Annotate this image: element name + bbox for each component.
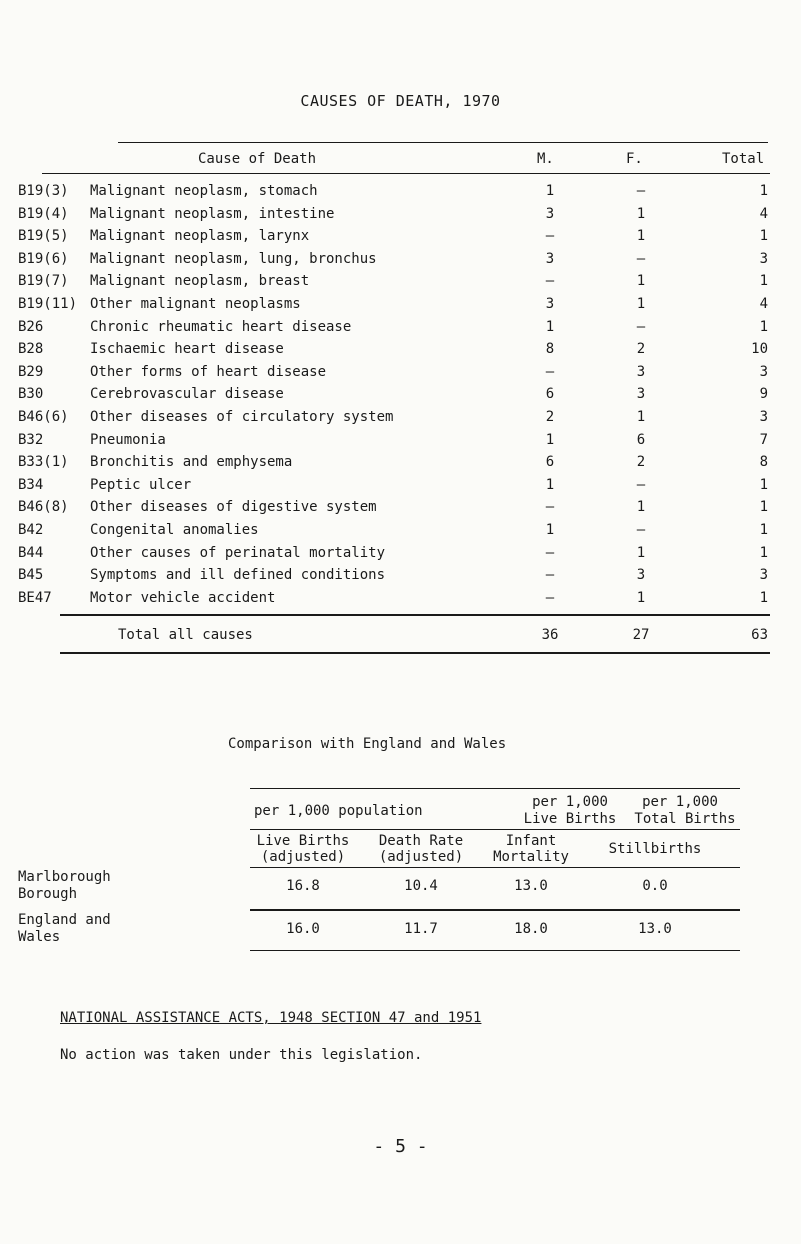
cell-f: 3: [636, 567, 646, 583]
marlborough-infant: 13.0: [514, 878, 548, 894]
cell-m: –: [545, 273, 555, 289]
cell-total: 3: [759, 567, 768, 583]
total-bottom-rule: [60, 652, 770, 654]
table-row: [0, 590, 801, 608]
cell-total: 3: [759, 364, 768, 380]
cause-name: Other diseases of digestive system: [90, 499, 377, 515]
group-header-live-births-1: per 1,000: [532, 794, 608, 810]
row-name-marlborough-2: Borough: [18, 886, 78, 902]
cell-f: 1: [636, 206, 646, 222]
col-header-live-births-1: Live Births: [256, 833, 350, 849]
england-infant: 18.0: [514, 921, 548, 937]
cause-code: B19(7): [18, 273, 69, 289]
page-title: CAUSES OF DEATH, 1970: [300, 92, 501, 110]
cause-name: Congenital anomalies: [90, 522, 259, 538]
header-f: F.: [626, 151, 643, 167]
cell-f: 1: [636, 228, 646, 244]
national-assistance-text: No action was taken under this legislation.: [60, 1047, 423, 1063]
cell-total: 1: [759, 477, 768, 493]
table-row: [0, 364, 801, 382]
cell-m: 1: [545, 319, 555, 335]
table-row: [0, 251, 801, 269]
table-row: [0, 206, 801, 224]
group-header-rule: [250, 829, 740, 830]
cell-f: 3: [636, 386, 646, 402]
cell-f: 1: [636, 409, 646, 425]
national-assistance-heading: NATIONAL ASSISTANCE ACTS, 1948 SECTION 47 and 1951: [60, 1010, 482, 1026]
cell-total: 1: [759, 522, 768, 538]
table-top-rule: [118, 142, 768, 143]
table-row: [0, 296, 801, 314]
table-row: [0, 522, 801, 540]
cell-m: 3: [545, 251, 555, 267]
table-row: [0, 228, 801, 246]
row-name-marlborough-1: Marlborough: [18, 869, 111, 885]
cell-m: 6: [545, 386, 555, 402]
cell-f: –: [636, 477, 646, 493]
cell-f: 1: [636, 590, 646, 606]
marlborough-live-births: 16.8: [286, 878, 320, 894]
cell-total: 1: [759, 273, 768, 289]
cause-name: Malignant neoplasm, larynx: [90, 228, 310, 244]
cause-name: Malignant neoplasm, stomach: [90, 183, 318, 199]
cell-m: –: [545, 545, 555, 561]
cell-f: –: [636, 319, 646, 335]
cause-name: Cerebrovascular disease: [90, 386, 284, 402]
cell-f: 3: [636, 364, 646, 380]
cause-code: BE47: [18, 590, 52, 606]
england-death-rate: 11.7: [404, 921, 438, 937]
cell-total: 4: [759, 206, 768, 222]
cause-code: B28: [18, 341, 44, 357]
col-header-death-rate-1: Death Rate: [378, 833, 464, 849]
table-row: [0, 432, 801, 450]
cause-name: Motor vehicle accident: [90, 590, 276, 606]
cell-total: 3: [759, 251, 768, 267]
cell-m: 1: [545, 477, 555, 493]
cell-m: –: [545, 567, 555, 583]
total-total: 63: [751, 627, 768, 643]
cause-name: Ischaemic heart disease: [90, 341, 284, 357]
table-row: [0, 409, 801, 427]
cause-name: Malignant neoplasm, intestine: [90, 206, 335, 222]
cell-total: 1: [759, 590, 768, 606]
col-header-rule: [250, 867, 740, 868]
cause-code: B46(6): [18, 409, 69, 425]
total-label: Total all causes: [118, 627, 253, 643]
cell-total: 3: [759, 409, 768, 425]
cell-m: –: [545, 364, 555, 380]
table-row: [0, 545, 801, 563]
row-name-england-2: Wales: [18, 929, 61, 945]
cell-total: 10: [751, 341, 768, 357]
table-row: [0, 183, 801, 201]
col-header-infant-1: Infant: [505, 833, 557, 849]
total-m: 36: [541, 627, 559, 643]
cause-code: B46(8): [18, 499, 69, 515]
cell-f: –: [636, 522, 646, 538]
cause-code: B26: [18, 319, 44, 335]
comparison-title: Comparison with England and Wales: [228, 736, 507, 752]
england-live-births: 16.0: [286, 921, 320, 937]
cell-m: 1: [545, 183, 555, 199]
cell-f: 2: [636, 341, 646, 357]
cause-name: Chronic rheumatic heart disease: [90, 319, 352, 335]
cell-f: –: [636, 251, 646, 267]
cause-name: Peptic ulcer: [90, 477, 192, 493]
cell-m: 6: [545, 454, 555, 470]
cause-code: B19(5): [18, 228, 69, 244]
cause-name: Malignant neoplasm, lung, bronchus: [90, 251, 377, 267]
header-cause: Cause of Death: [198, 151, 317, 167]
table-row: [0, 454, 801, 472]
cause-code: B29: [18, 364, 44, 380]
england-stillbirths: 13.0: [638, 921, 672, 937]
col-header-infant-2: Mortality: [493, 849, 569, 865]
table-row: [0, 341, 801, 359]
cause-name: Malignant neoplasm, breast: [90, 273, 310, 289]
cause-name: Other forms of heart disease: [90, 364, 327, 380]
cell-f: –: [636, 183, 646, 199]
comparison-mid-rule: [250, 909, 740, 911]
cause-name: Bronchitis and emphysema: [90, 454, 293, 470]
cell-total: 7: [759, 432, 768, 448]
table-row: [0, 319, 801, 337]
cell-f: 1: [636, 499, 646, 515]
cell-m: 2: [545, 409, 555, 425]
cause-name: Symptoms and ill defined conditions: [90, 567, 386, 583]
cell-f: 1: [636, 273, 646, 289]
cause-code: B32: [18, 432, 44, 448]
cause-name: Other causes of perinatal mortality: [90, 545, 386, 561]
cell-f: 1: [636, 296, 646, 312]
cell-m: 8: [545, 341, 555, 357]
group-header-total-births-2: Total Births: [634, 811, 736, 827]
cell-total: 9: [759, 386, 768, 402]
cause-code: B19(4): [18, 206, 69, 222]
cause-code: B44: [18, 545, 44, 561]
cell-m: –: [545, 499, 555, 515]
cause-code: B30: [18, 386, 44, 402]
cell-f: 1: [636, 545, 646, 561]
group-header-total-births-1: per 1,000: [642, 794, 718, 810]
total-f: 27: [632, 627, 650, 643]
table-row: [0, 386, 801, 404]
col-header-live-births-2: (adjusted): [260, 849, 346, 865]
col-header-death-rate-2: (adjusted): [378, 849, 464, 865]
cell-m: 3: [545, 206, 555, 222]
marlborough-death-rate: 10.4: [404, 878, 438, 894]
cause-code: B19(3): [18, 183, 69, 199]
page-number: - 5 -: [373, 1136, 428, 1157]
marlborough-stillbirths: 0.0: [642, 878, 668, 894]
cell-m: –: [545, 228, 555, 244]
cell-total: 1: [759, 183, 768, 199]
cause-code: B45: [18, 567, 44, 583]
cell-m: 1: [545, 522, 555, 538]
cause-code: B42: [18, 522, 44, 538]
cause-code: B34: [18, 477, 44, 493]
group-header-population: per 1,000 population: [254, 803, 423, 819]
cell-total: 8: [759, 454, 768, 470]
cell-f: 2: [636, 454, 646, 470]
total-top-rule: [60, 614, 770, 616]
cause-code: B19(11): [18, 296, 78, 312]
cell-total: 1: [759, 228, 768, 244]
cell-total: 1: [759, 319, 768, 335]
header-total: Total: [722, 151, 765, 167]
cell-m: –: [545, 590, 555, 606]
comparison-bottom-rule: [250, 950, 740, 951]
cause-code: B19(6): [18, 251, 69, 267]
comparison-top-rule: [250, 788, 740, 789]
group-header-live-births-2: Live Births: [523, 811, 617, 827]
cause-name: Pneumonia: [90, 432, 166, 448]
cell-total: 1: [759, 545, 768, 561]
header-rule: [42, 173, 770, 174]
cause-name: Other diseases of circulatory system: [90, 409, 394, 425]
table-row: [0, 567, 801, 585]
table-row: [0, 499, 801, 517]
cell-total: 4: [759, 296, 768, 312]
cell-f: 6: [636, 432, 646, 448]
table-row: [0, 477, 801, 495]
header-m: M.: [537, 151, 554, 167]
col-header-stillbirths: Stillbirths: [608, 841, 702, 857]
cell-total: 1: [759, 499, 768, 515]
cause-name: Other malignant neoplasms: [90, 296, 301, 312]
cell-m: 1: [545, 432, 555, 448]
row-name-england-1: England and: [18, 912, 111, 928]
cell-m: 3: [545, 296, 555, 312]
table-row: [0, 273, 801, 291]
cause-code: B33(1): [18, 454, 69, 470]
